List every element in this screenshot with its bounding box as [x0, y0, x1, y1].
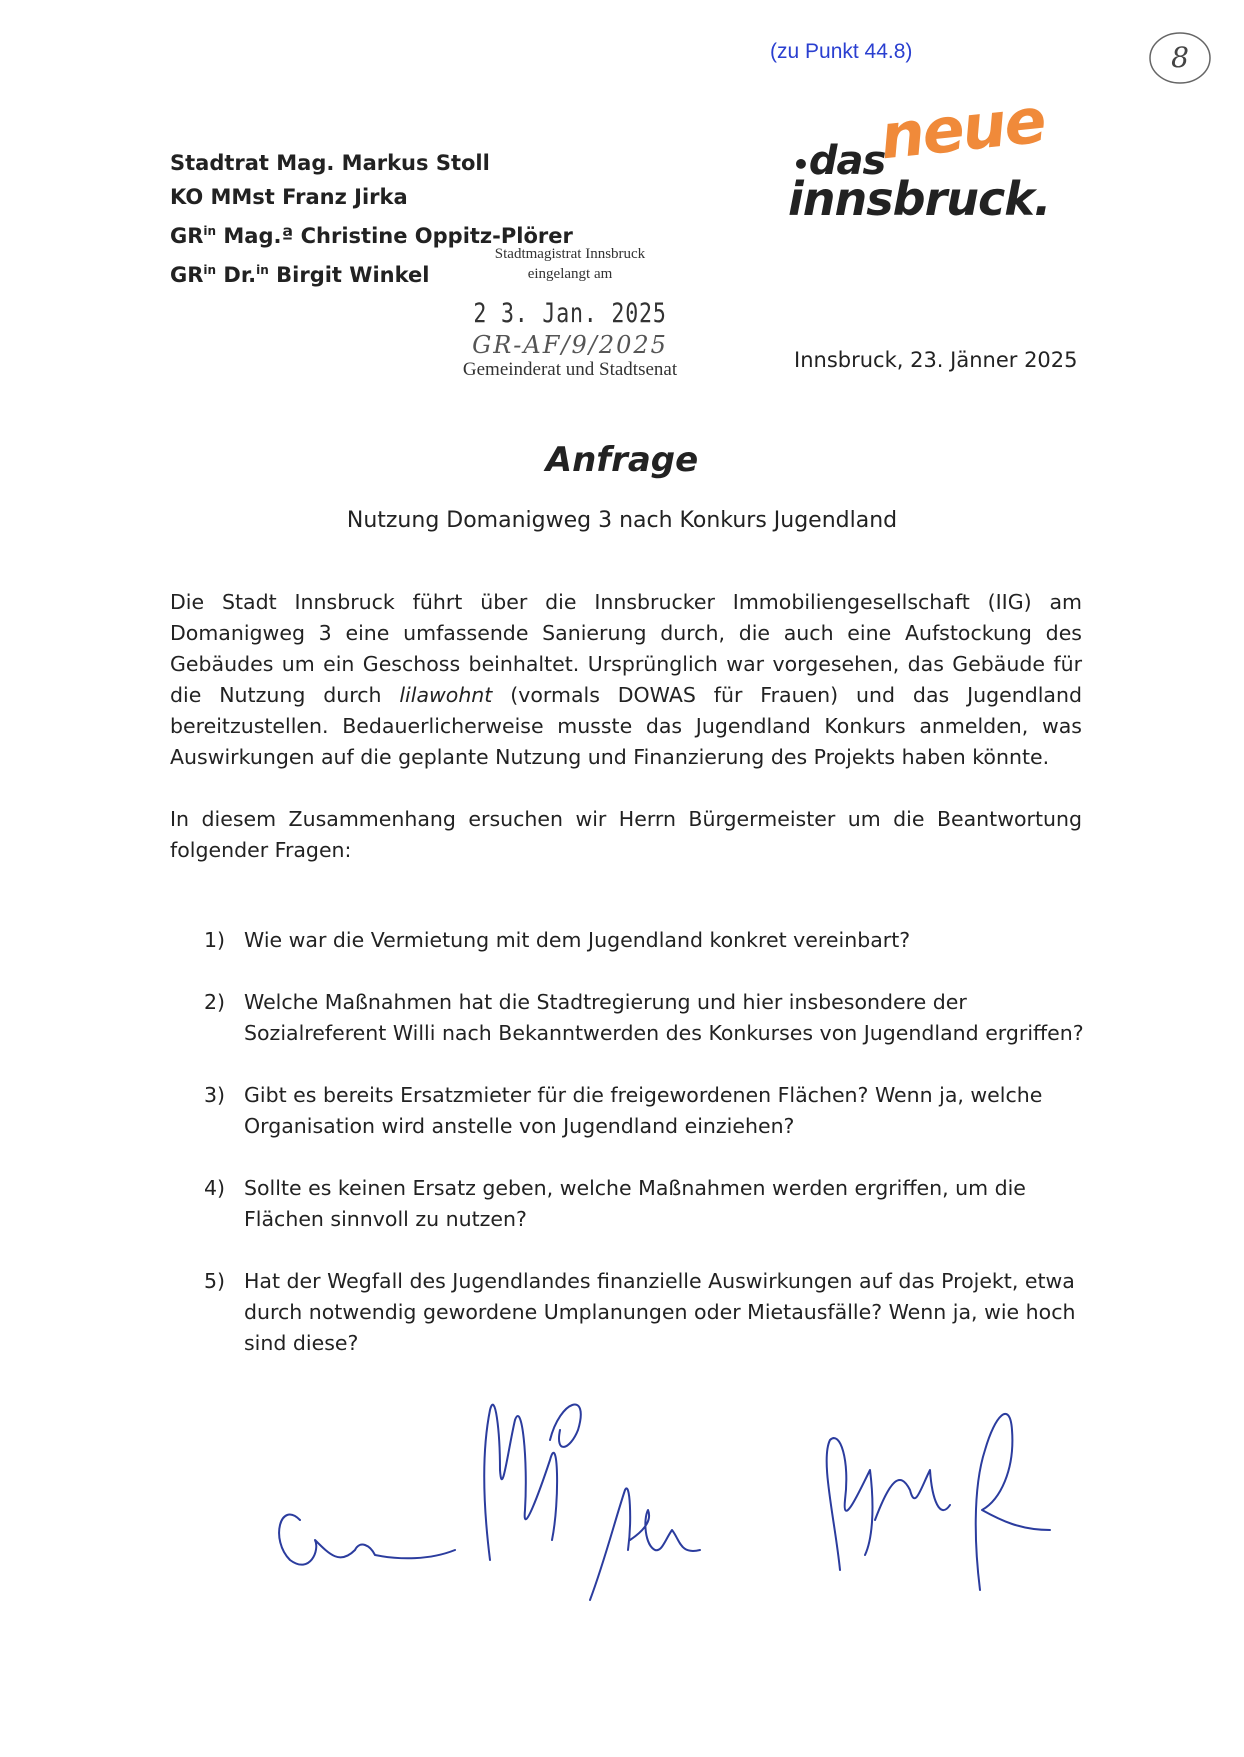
question-item: 1) Wie war die Vermietung mit dem Jugendland konkret vereinbart? — [204, 928, 911, 952]
body-text — [170, 587, 1082, 897]
body-paragraph: Die Stadt Innsbruck führt über die Innsbrucker Immobiliengesellschaft (IIG) am Domanigweg 3 eine umfassende Sanierung durch, die auch eine Aufstockung des Gebäudes um ein Geschoss beinhaltet. Ursprünglich war vorgesehen, das Gebäude für die Nutzung durch lilawohnt (vormals DOWAS für Frauen) und das Jugendland bereitzustellen. Bedauerlicherweise musste das Jugendland Konkurs anmelden, was Auswirkungen auf die geplante Nutzung und Finanzierung des Projekts haben könnte. — [170, 590, 1083, 769]
stamp-received-label: eingelangt am — [527, 266, 613, 282]
signatures — [260, 1370, 1120, 1620]
signature-5 — [976, 1414, 1050, 1590]
agenda-reference: (zu Punkt 44.8) — [770, 40, 913, 63]
logo-city: innsbruck. — [788, 172, 1051, 226]
document-title: Anfrage — [545, 440, 699, 480]
page-number-circle — [1148, 30, 1212, 86]
question-list — [204, 925, 1084, 1390]
signature-4 — [827, 1438, 950, 1570]
question-item: 3) Gibt es bereits Ersatzmieter für die freigewordenen Flächen? Wenn ja, welche Organisation wird anstelle von Jugendland einziehen? — [204, 1083, 1043, 1138]
stamp-date: 2 3. Jan. 2025 — [473, 298, 667, 329]
page-number: 8 — [1171, 41, 1189, 74]
sender-line: Stadtrat Mag. Markus Stoll — [170, 151, 490, 175]
sender-line: $GR^{in}$ Dr.$^{in}$ Birgit Winkel — [170, 263, 430, 287]
question-item: 4) Sollte es keinen Ersatz geben, welche Maßnahmen werden ergriffen, um die Flächen sinnvoll zu nutzen? — [204, 1176, 1026, 1231]
stamp-office: Stadtmagistrat Innsbruck — [494, 246, 646, 262]
signature-3 — [590, 1488, 700, 1600]
logo-das: •das — [792, 138, 886, 184]
logo-neue: neue — [876, 83, 1048, 174]
body-paragraph: In diesem Zusammenhang ersuchen wir Herrn Bürgermeister um die Beantwortung folgender Fragen: — [170, 807, 1082, 862]
sender-line: $GR^{in}$ Mag.ª Christine Oppitz-Plörer — [170, 224, 573, 248]
question-item: 2) Welche Maßnahmen hat die Stadtregierung und hier insbesondere der Sozialreferent Willi nach Bekanntwerden des Konkurses von Jugendland ergriffen? — [204, 990, 1084, 1045]
document-subtitle: Nutzung Domanigweg 3 nach Konkurs Jugendland — [346, 508, 898, 533]
question-item: 5) Hat der Wegfall des Jugendlandes finanzielle Auswirkungen auf das Projekt, etwa durch notwendig gewordene Umplanungen oder Mietausfälle? Wenn ja, wie hoch sind diese? — [204, 1269, 1076, 1355]
receipt-stamp — [440, 244, 700, 381]
party-logo — [782, 83, 1082, 226]
signature-1 — [279, 1515, 455, 1565]
place-date: Innsbruck, 23. Jänner 2025 — [794, 348, 1078, 372]
stamp-department: Gemeinderat und Stadtsenat — [462, 359, 678, 380]
stamp-file-number: GR-AF/9/2025 — [472, 331, 668, 359]
signature-2 — [484, 1405, 581, 1560]
sender-line: KO MMst Franz Jirka — [170, 185, 408, 209]
